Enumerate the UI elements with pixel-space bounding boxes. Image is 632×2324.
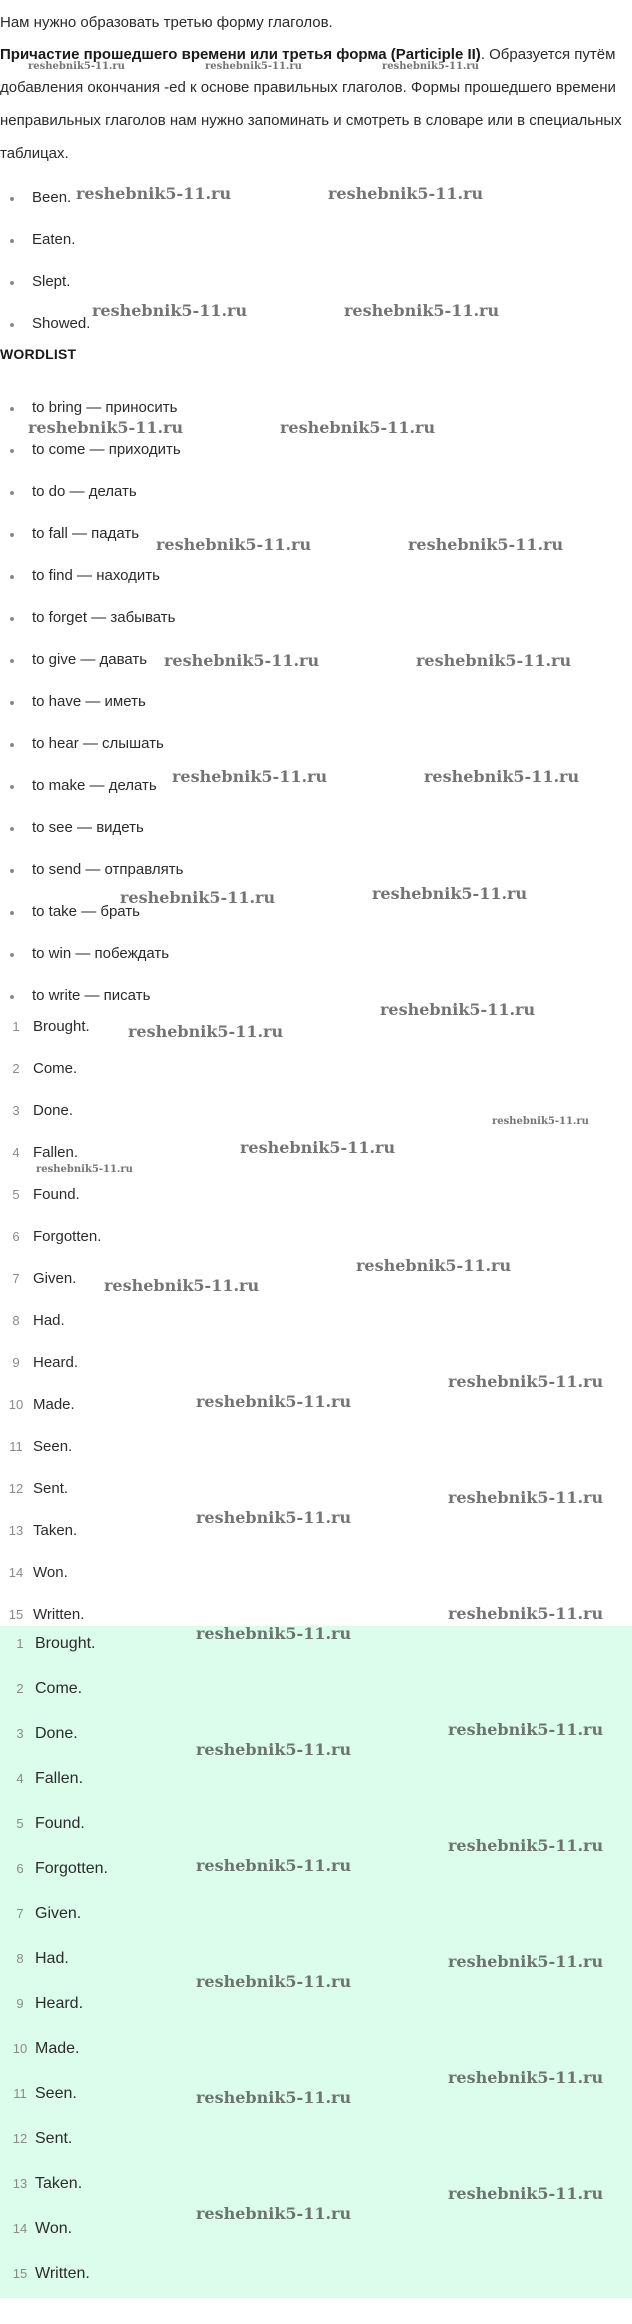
watermark: reshebnik5-11.ru [448, 2184, 604, 2203]
list-item: to win — побеждать [10, 943, 610, 965]
list-item: Showed. [10, 313, 610, 335]
watermark: reshebnik5-11.ru [128, 1022, 284, 1041]
watermark: reshebnik5-11.ru [416, 651, 572, 670]
list-item: to write — писать [10, 985, 610, 1007]
watermark: reshebnik5-11.ru [28, 61, 125, 72]
watermark: reshebnik5-11.ru [408, 535, 564, 554]
list-item: to take — брать [10, 901, 610, 923]
explanation-paragraph [0, 38, 622, 170]
list-item: to fall — падать [10, 523, 610, 545]
list-item: to come — приходить [10, 439, 610, 461]
watermark: reshebnik5-11.ru [382, 61, 479, 72]
list-item: to see — видеть [10, 817, 610, 839]
watermark: reshebnik5-11.ru [172, 767, 328, 786]
answer-block: 1 Brought. 2 Come. 3 Done. 4 Fallen. 5 Found. 6 Forgotten. 7 Given. 8 Had. 9 Heard. 10 Made. 11 Seen. 12 Sent. 13 Taken. 14 Won. 15 Written. [0, 1626, 632, 2298]
list-item: to bring — приносить [10, 397, 610, 419]
watermark: reshebnik5-11.ru [196, 1508, 352, 1527]
watermark: reshebnik5-11.ru [424, 767, 580, 786]
watermark: reshebnik5-11.ru [104, 1276, 260, 1295]
watermark: reshebnik5-11.ru [196, 1856, 352, 1875]
participle-term: Причастие прошедшего времени или третья форма (Participle II) [0, 46, 481, 63]
watermark: reshebnik5-11.ru [328, 184, 484, 203]
watermark: reshebnik5-11.ru [448, 1952, 604, 1971]
watermark: reshebnik5-11.ru [448, 1372, 604, 1391]
watermark: reshebnik5-11.ru [240, 1138, 396, 1157]
watermark: reshebnik5-11.ru [92, 301, 248, 320]
list-item: to find — находить [10, 565, 610, 587]
watermark: reshebnik5-11.ru [28, 418, 184, 437]
watermark: reshebnik5-11.ru [36, 1164, 133, 1175]
list-item: to make — делать [10, 775, 610, 797]
watermark: reshebnik5-11.ru [280, 418, 436, 437]
intro-text: Нам нужно образовать третью форму глаголов. [0, 14, 333, 31]
watermark: reshebnik5-11.ru [196, 1972, 352, 1991]
list-item: Slept. [10, 271, 610, 293]
watermark: reshebnik5-11.ru [196, 1740, 352, 1759]
watermark: reshebnik5-11.ru [344, 301, 500, 320]
list-item: to send — отправлять [10, 859, 610, 881]
watermark: reshebnik5-11.ru [448, 1604, 604, 1623]
list-item: to forget — забывать [10, 607, 610, 629]
watermark: reshebnik5-11.ru [196, 2204, 352, 2223]
watermark: reshebnik5-11.ru [448, 1836, 604, 1855]
list-item: to hear — слышать [10, 733, 610, 755]
explanation-rest: . Образуется путём добавления окончания -ed к основе правильных глаголов. Формы прошедшего времени неправильных глаголов нам нужно запоминать и смотреть в словаре или в специальных таблицах. [0, 46, 622, 162]
watermark: reshebnik5-11.ru [120, 888, 276, 907]
watermark: reshebnik5-11.ru [372, 884, 528, 903]
wordlist-heading: WORDLIST [0, 346, 77, 362]
watermark: reshebnik5-11.ru [196, 1624, 352, 1643]
list-item: to have — иметь [10, 691, 610, 713]
watermark: reshebnik5-11.ru [76, 184, 232, 203]
watermark: reshebnik5-11.ru [380, 1000, 536, 1019]
watermark: reshebnik5-11.ru [492, 1116, 589, 1127]
watermark: reshebnik5-11.ru [205, 61, 302, 72]
watermark: reshebnik5-11.ru [448, 1488, 604, 1507]
watermark: reshebnik5-11.ru [448, 2068, 604, 2087]
watermark: reshebnik5-11.ru [356, 1256, 512, 1275]
watermark: reshebnik5-11.ru [164, 651, 320, 670]
list-item: to give — давать [10, 649, 610, 671]
list-item: Eaten. [10, 229, 610, 251]
watermark: reshebnik5-11.ru [196, 1392, 352, 1411]
watermark: reshebnik5-11.ru [196, 2088, 352, 2107]
watermark: reshebnik5-11.ru [156, 535, 312, 554]
watermark: reshebnik5-11.ru [448, 1720, 604, 1739]
list-item: Been. [10, 187, 610, 209]
list-item: to do — делать [10, 481, 610, 503]
